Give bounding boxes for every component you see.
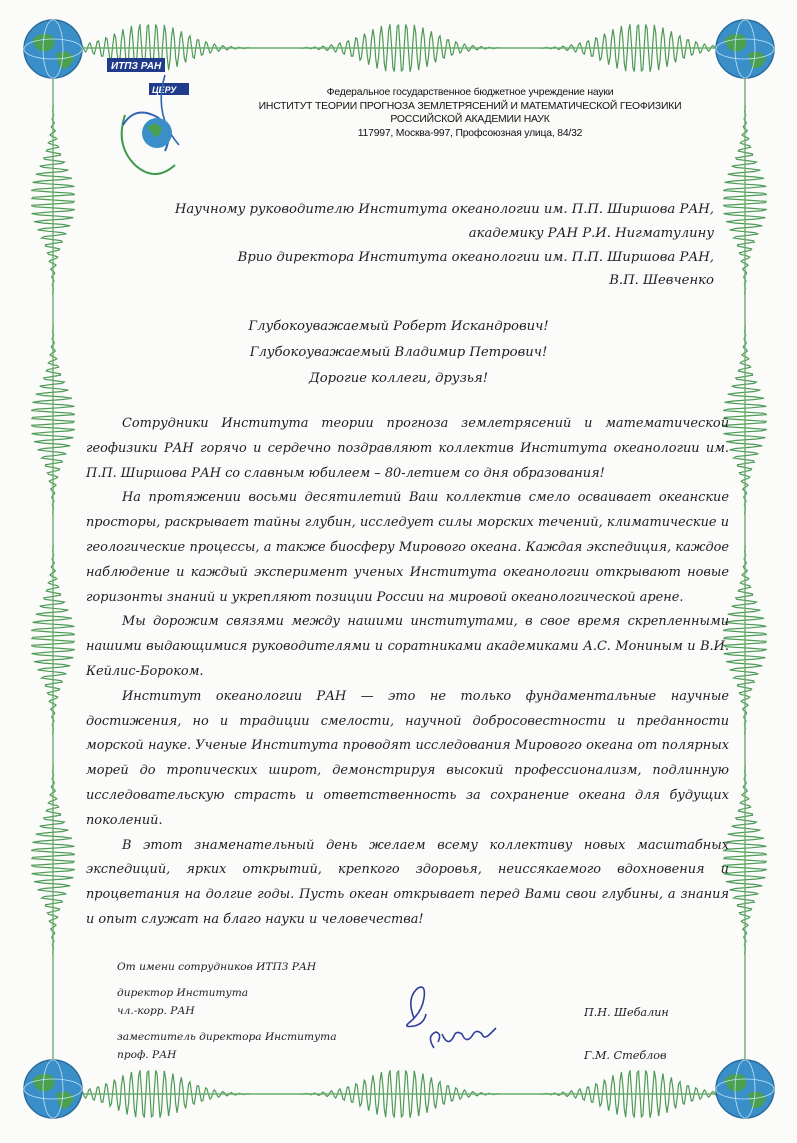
institute-header	[225, 86, 715, 140]
title-1-line-2: чл.-корр. РАН	[117, 1005, 195, 1017]
header-line-4: 117997, Москва-997, Профсоюзная улица, 84/32	[357, 127, 583, 139]
body-paragraph: Мы дорожим связями между нашими институтами, в свое время скрепленными нашими выдающимися руководителями и соратниками академиками А.С. Мониным и В.И. Кейлис-Бороком.	[86, 614, 729, 679]
addressee-line: академику РАН Р.И. Нигматулину	[468, 225, 714, 241]
body-paragraph: Сотрудники Института теории прогноза землетрясений и математической геофизики РАН горячо и сердечно поздравляют коллектив Института океанологии им. П.П. Ширшова РАН со славным юбилеем – 80-летием со дня образования!	[86, 416, 729, 481]
addressee-line: В.П. Шевченко	[609, 273, 714, 289]
globe-icon	[22, 1058, 84, 1120]
institute-logo	[105, 55, 215, 195]
greeting-line: Глубокоуважаемый Владимир Петрович!	[249, 345, 548, 360]
title-2-line-1: заместитель директора Института	[117, 1031, 337, 1043]
logo-text-top: ИТПЗ РАН	[111, 61, 162, 72]
signer-name-1: П.Н. Шебалин	[584, 1006, 669, 1019]
greeting-block	[0, 314, 797, 392]
addressee-line: Научному руководителю Института океанологии им. П.П. Ширшова РАН,	[174, 202, 714, 217]
signature-titles	[117, 958, 337, 1064]
title-2-line-2: проф. РАН	[117, 1049, 177, 1061]
letter-body	[86, 412, 729, 933]
addressee-block	[114, 198, 714, 293]
handwritten-signature	[396, 978, 506, 1058]
globe-icon	[714, 1058, 776, 1120]
body-paragraph: В этот знаменательный день желаем всему коллективу новых масштабных экспедиций, ярких открытий, крепкого здоровья, неиссякаемого вдохновения и процветания на долгие годы. Пусть океан открывает перед Вами свои глубины, а знания и опыт служат на благо науки и человечества!	[86, 837, 729, 927]
signer-name-2: Г.М. Стеблов	[584, 1049, 667, 1062]
addressee-line: Врио директора Института океанологии им. П.П. Ширшова РАН,	[237, 249, 714, 265]
body-paragraph: На протяжении восьми десятилетий Ваш коллектив смело осваивает океанские просторы, раскрывает тайны глубин, исследует силы морских течений, климатические и геологические процессы, а также биосферу Мирового океана. Каждая экспедиция, каждое наблюдение и каждый эксперимент ученых Института океанологии открывают новые горизонты знаний и укрепляют позиции России на мировой океанологической арене.	[86, 490, 729, 605]
globe-icon	[714, 18, 776, 80]
title-1-line-1: директор Института	[117, 987, 249, 999]
logo-text-bottom: ЦЕРУ	[152, 85, 177, 95]
greeting-line: Глубокоуважаемый Роберт Искандрович!	[248, 319, 549, 334]
globe-icon	[22, 18, 84, 80]
header-line-1: Федеральное государственное бюджетное учреждение науки	[326, 87, 614, 98]
body-paragraph: Институт океанологии РАН — это не только фундаментальные научные достижения, но и традиции смелости, научной добросовестности и преданности морской науке. Ученые Института проводят исследования Мирового океана от полярных морей до тропических широт, демонстрируя высокий профессионализм, подлинную исследовательскую страсть и ответственность за сохранение океана для будущих поколений.	[86, 688, 729, 828]
on-behalf-line: От имени сотрудников ИТПЗ РАН	[117, 961, 317, 973]
header-line-2: ИНСТИТУТ ТЕОРИИ ПРОГНОЗА ЗЕМЛЕТРЯСЕНИЙ И МАТЕМАТИЧЕСКОЙ ГЕОФИЗИКИ	[258, 100, 682, 112]
greeting-line: Дорогие коллеги, друзья!	[308, 371, 488, 386]
header-line-3: РОССИЙСКОЙ АКАДЕМИИ НАУК	[390, 114, 550, 125]
